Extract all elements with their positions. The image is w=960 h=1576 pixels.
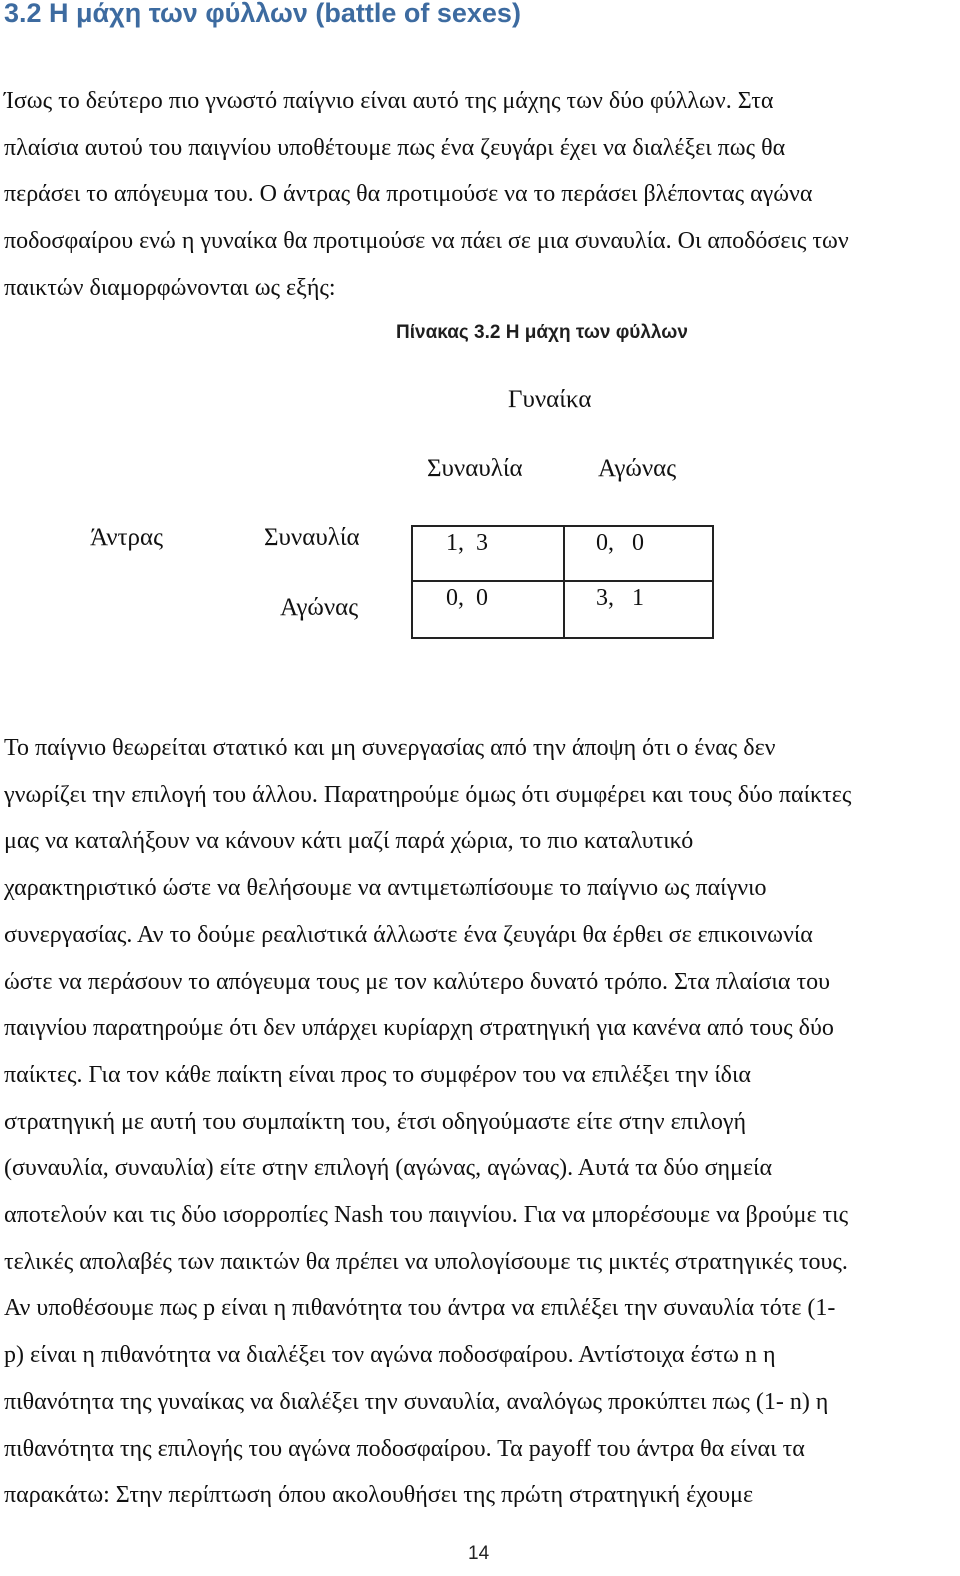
paragraph-intro — [4, 78, 960, 312]
text-line: πιθανότητα της επιλογής του αγώνα ποδοσφαίρου. Τα payoff του άντρα θα είναι τα — [4, 1435, 805, 1462]
text-line: (συναυλία, συναυλία) είτε στην επιλογή (αγώνας, αγώνας). Αυτά τα δύο σημεία — [4, 1155, 773, 1182]
table-divider — [413, 580, 712, 582]
text-line: τελικές απολαβές των παικτών θα πρέπει να υπολογίσουμε τις μικτές στρατηγικές τους. — [4, 1248, 848, 1275]
text-line: ώστε να περάσουν το απόγευμα τους με τον καλύτερο δυνατό τρόπο. Στα πλαίσια του — [4, 968, 830, 995]
payoff-cell: 3, 1 — [596, 585, 644, 611]
row-strategy-label: Αγώνας — [280, 594, 359, 621]
text-line: παρακάτω: Στην περίπτωση όπου ακολουθήσει της πρώτη στρατηγική έχουμε — [4, 1482, 754, 1509]
text-line: Ίσως το δεύτερο πιο γνωστό παίγνιο είναι αυτό της μάχης των δύο φύλλων. Στα — [4, 88, 774, 114]
text-line: περάσει το απόγευμα του. Ο άντρας θα προτιμούσε να το περάσει βλέποντας αγώνα — [4, 181, 813, 208]
page-number: 14 — [468, 1543, 490, 1564]
column-player-label: Γυναίκα — [508, 386, 592, 413]
text-line: αποτελούν και τις δύο ισορροπίες Nash του παιγνίου. Για να μπορέσουμε να βρούμε τις — [4, 1202, 849, 1229]
row-player-label: Άντρας — [90, 524, 164, 551]
payoff-cell: 1, 3 — [446, 530, 488, 556]
text-line: Το παίγνιο θεωρείται στατικό και μη συνεργασίας από την άποψη ότι ο ένας δεν — [4, 735, 776, 761]
text-line: παικτών διαμορφώνονται ως εξής: — [4, 274, 336, 301]
paragraph-analysis — [4, 725, 960, 1519]
text-line: παίκτες. Για τον κάθε παίκτη είναι προς το συμφέρον του να επιλέξει την ίδια — [4, 1061, 751, 1088]
payoff-cell: 0, 0 — [596, 530, 644, 556]
column-strategy-label: Αγώνας — [598, 455, 677, 482]
text-line: χαρακτηριστικό ώστε να θελήσουμε να αντιμετωπίσουμε το παίγνιο ως παίγνιο — [4, 875, 767, 902]
payoff-matrix — [411, 525, 714, 639]
text-line: μας να καταλήξουν να κάνουν κάτι μαζί παρά χώρια, το πιο καταλυτικό — [4, 828, 694, 855]
text-line: συνεργασίας. Αν το δούμε ρεαλιστικά άλλωστε ένα ζευγάρι θα έρθει σε επικοινωνία — [4, 921, 813, 948]
text-line: ποδοσφαίρου ενώ η γυναίκα θα προτιμούσε να πάει σε μια συναυλία. Οι αποδόσεις των — [4, 228, 849, 255]
column-strategy-label: Συναυλία — [427, 455, 523, 482]
text-line: γνωρίζει την επιλογή του άλλου. Παρατηρούμε όμως ότι συμφέρει και τους δύο παίκτες — [4, 781, 852, 808]
table-divider — [563, 527, 565, 637]
payoff-cell: 0, 0 — [446, 585, 488, 611]
row-strategy-label: Συναυλία — [264, 524, 360, 551]
text-line: στρατηγική με αυτή του συμπαίκτη του, έτσι οδηγούμαστε είτε στην επιλογή — [4, 1108, 747, 1135]
table-caption: Πίνακας 3.2 Η μάχη των φύλλων — [396, 322, 688, 343]
text-line: Αν υποθέσουμε πως p είναι η πιθανότητα του άντρα να επιλέξει την συναυλία τότε (1- — [4, 1295, 836, 1322]
section-heading: 3.2 Η μάχη των φύλλων (battle of sexes) — [4, 0, 521, 28]
text-line: πιθανότητα της γυναίκας να διαλέξει την συναυλία, αναλόγως προκύπτει πως (1- n) η — [4, 1388, 829, 1415]
text-line: παιγνίου παρατηρούμε ότι δεν υπάρχει κυρίαρχη στρατηγική για κανένα από τους δύο — [4, 1015, 834, 1042]
text-line: πλαίσια αυτού του παιγνίου υποθέτουμε πως ένα ζευγάρι έχει να διαλέξει πως θα — [4, 134, 786, 161]
text-line: p) είναι η πιθανότητα να διαλέξει τον αγώνα ποδοσφαίρου. Αντίστοιχα έστω n η — [4, 1342, 776, 1369]
